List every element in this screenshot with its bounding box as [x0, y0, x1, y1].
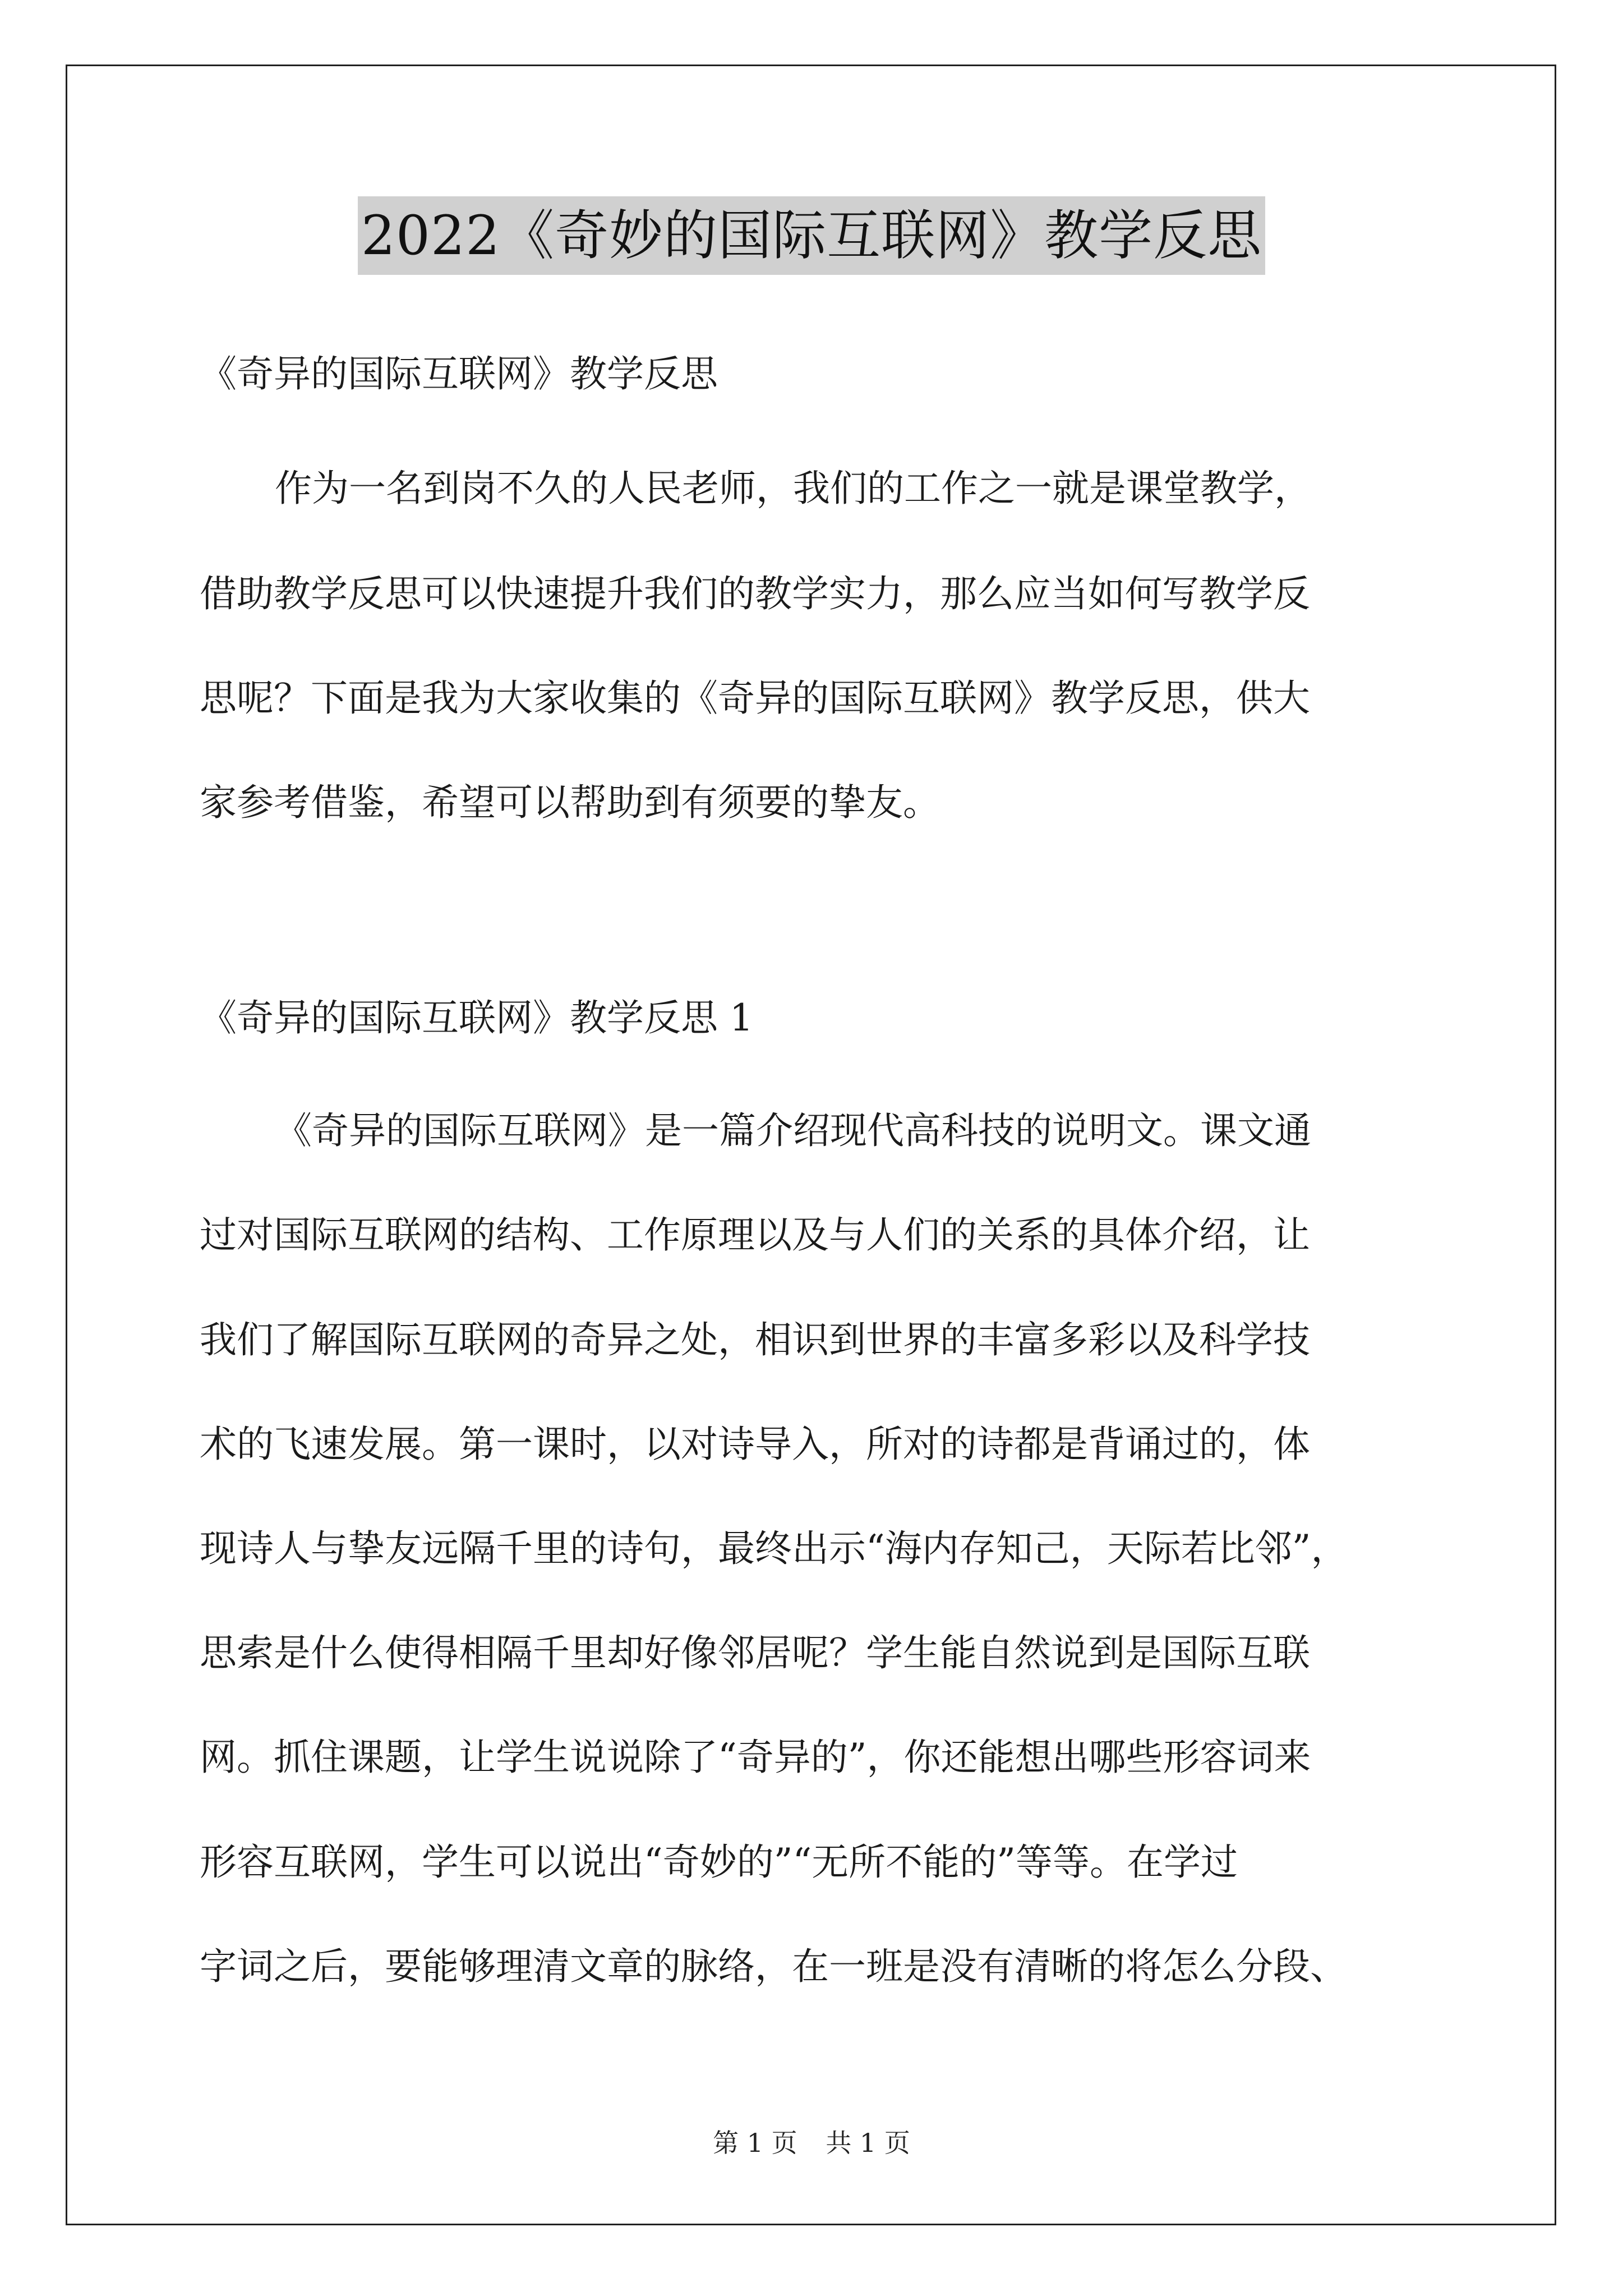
intro-line: 思呢？下面是我为大家收集的《奇异的国际互联网》教学反思，供大 [200, 677, 1310, 720]
body-line: 现诗人与挚友远隔千里的诗句，最终出示“海内存知己，天际若比邻”， [200, 1527, 1348, 1570]
body-line: 思索是什么使得相隔千里却好像邻居呢？学生能自然说到是国际互联 [200, 1631, 1310, 1674]
body-line: 形容互联网，学生可以说出“奇妙的”“无所不能的”等等。在学过 [200, 1841, 1238, 1884]
body-line: 网。抓住课题，让学生说说除了“奇异的”，你还能想出哪些形容词来 [200, 1736, 1311, 1779]
body-line: 术的飞速发展。第一课时，以对诗导入，所对的诗都是背诵过的，体 [200, 1423, 1310, 1466]
intro-line: 借助教学反思可以快速提升我们的教学实力，那么应当如何写教学反 [200, 572, 1310, 615]
page-total: 共 1 页 [826, 2128, 910, 2158]
page-footer [0, 2126, 1623, 2160]
body-line: 我们了解国际互联网的奇异之处，相识到世界的丰富多彩以及科学技 [200, 1318, 1310, 1361]
intro-line: 作为一名到岗不久的人民老师，我们的工作之一就是课堂教学， [275, 467, 1311, 510]
page-number: 第 1 页 [713, 2128, 797, 2158]
document-title: 2022《奇妙的国际互联网》教学反思 [358, 196, 1265, 275]
body-line: 过对国际互联网的结构、工作原理以及与人们的关系的具体介绍，让 [200, 1213, 1310, 1257]
intro-line: 家参考借鉴，希望可以帮助到有须要的挚友。 [200, 781, 940, 824]
section-heading: 《奇异的国际互联网》教学反思 1 [200, 996, 753, 1039]
body-line: 《奇异的国际互联网》是一篇介绍现代高科技的说明文。课文通 [275, 1109, 1311, 1152]
body-line: 字词之后，要能够理清文章的脉络，在一班是没有清晰的将怎么分段、 [200, 1945, 1347, 1988]
document-subtitle: 《奇异的国际互联网》教学反思 [200, 352, 718, 395]
title-container [0, 196, 1623, 275]
